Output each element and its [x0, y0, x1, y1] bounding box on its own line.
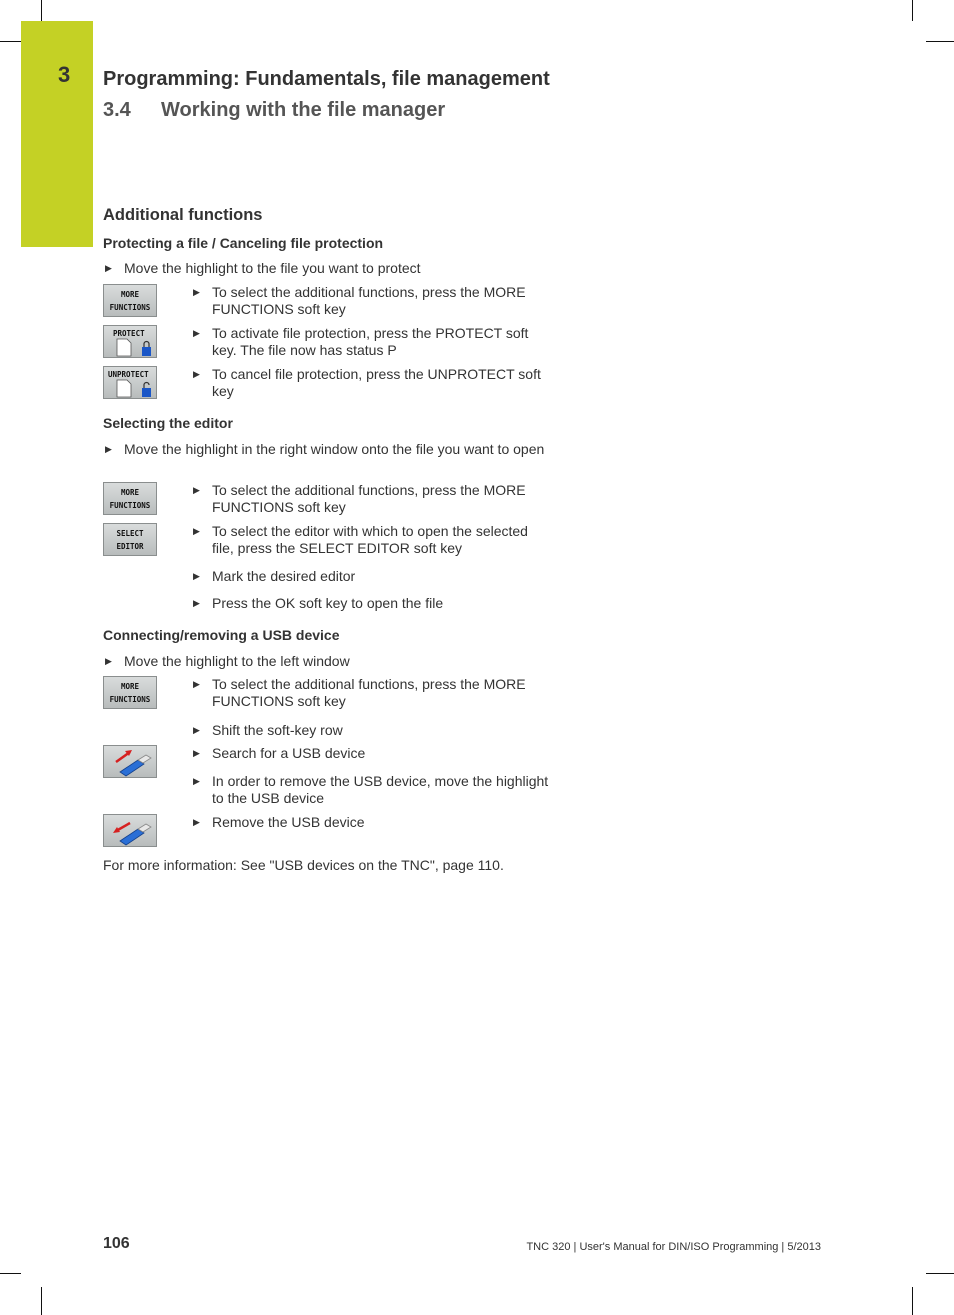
- softkey-label: UNPROTECT: [108, 370, 149, 379]
- crop-mark: [926, 1273, 954, 1274]
- step-text: To activate file protection, press the PROTECT soft key. The file now has status P: [212, 325, 529, 358]
- bullet-triangle-icon: ▶: [193, 328, 200, 338]
- usb-step: [193, 814, 552, 831]
- bullet-triangle-icon: ▶: [193, 776, 200, 786]
- softkey-label: MORE: [120, 488, 140, 497]
- chapter-tab: [21, 21, 93, 247]
- protect-step: [193, 325, 552, 359]
- crop-mark: [0, 41, 21, 42]
- chapter-title: Programming: Fundamentals, file management: [103, 68, 550, 90]
- softkey-label: FUNCTIONS: [109, 501, 151, 510]
- crop-mark: [41, 0, 42, 21]
- step-text: Shift the soft-key row: [212, 722, 343, 738]
- bullet-triangle-icon: ▶: [193, 369, 200, 379]
- softkey-label: SELECT: [116, 529, 144, 538]
- usb-step: [193, 773, 552, 807]
- crop-mark: [912, 0, 913, 21]
- section-heading: [103, 99, 445, 122]
- step-text: To cancel file protection, press the UNPROTECT soft key: [212, 366, 541, 399]
- protect-heading: Protecting a file / Canceling file protection: [103, 235, 384, 251]
- usb-step: [193, 676, 552, 710]
- step-text: Move the highlight in the right window onto the file you want to open: [124, 441, 545, 457]
- step-text: Press the OK soft key to open the file: [212, 595, 444, 611]
- protect-softkey[interactable]: [103, 325, 157, 358]
- step-text: In order to remove the USB device, move the highlight to the USB device: [212, 773, 549, 806]
- bullet-triangle-icon: ▶: [193, 748, 200, 758]
- step-text: To select the additional functions, press the MORE FUNCTIONS soft key: [212, 482, 526, 515]
- step-text: Move the highlight to the left window: [124, 653, 350, 669]
- bullet-triangle-icon: ▶: [193, 817, 200, 827]
- bullet-triangle-icon: ▶: [105, 263, 112, 273]
- usb-remove-icon: [104, 815, 158, 848]
- step-text: To select the additional functions, press the MORE FUNCTIONS soft key: [212, 676, 526, 709]
- softkey-label: FUNCTIONS: [109, 695, 151, 704]
- protect-step: [193, 284, 552, 318]
- bullet-triangle-icon: ▶: [193, 526, 200, 536]
- editor-intro-step: [105, 441, 554, 458]
- usb-remove-softkey[interactable]: [103, 814, 157, 847]
- select-editor-softkey[interactable]: [103, 523, 157, 556]
- bullet-triangle-icon: ▶: [193, 598, 200, 608]
- bullet-triangle-icon: ▶: [105, 656, 112, 666]
- bullet-triangle-icon: ▶: [193, 679, 200, 689]
- step-text: Mark the desired editor: [212, 568, 356, 584]
- softkey-label: EDITOR: [116, 542, 144, 551]
- usb-step: [193, 722, 552, 739]
- protect-step: [193, 366, 552, 400]
- editor-heading: Selecting the editor: [103, 415, 233, 431]
- crop-mark: [41, 1287, 42, 1315]
- editor-step: [193, 523, 552, 557]
- step-text: To select the editor with which to open the selected file, press the SELECT EDITOR soft key: [212, 523, 528, 556]
- protect-intro-step: [105, 260, 554, 277]
- footer-doc-info: TNC 320 | User's Manual for DIN/ISO Programming | 5/2013: [526, 1241, 821, 1253]
- usb-connect-icon: [104, 746, 158, 779]
- softkey-label: FUNCTIONS: [109, 303, 151, 312]
- step-text: Search for a USB device: [212, 745, 366, 761]
- crop-mark: [0, 1273, 21, 1274]
- subsection-title: Additional functions: [103, 206, 263, 224]
- step-text: Move the highlight to the file you want to protect: [124, 260, 421, 276]
- bullet-triangle-icon: ▶: [193, 287, 200, 297]
- more-functions-softkey[interactable]: [103, 284, 157, 317]
- page-number: 106: [103, 1235, 130, 1252]
- usb-step: [193, 745, 552, 762]
- bullet-triangle-icon: ▶: [193, 725, 200, 735]
- softkey-label: MORE: [120, 290, 140, 299]
- step-text: To select the additional functions, press the MORE FUNCTIONS soft key: [212, 284, 526, 317]
- editor-step: [193, 482, 552, 516]
- softkey-label: MORE: [120, 682, 140, 691]
- bullet-triangle-icon: ▶: [193, 571, 200, 581]
- crop-mark: [912, 1287, 913, 1315]
- more-functions-softkey[interactable]: [103, 676, 157, 709]
- bullet-triangle-icon: ▶: [105, 444, 112, 454]
- chapter-number: 3: [58, 62, 71, 87]
- editor-step: [193, 568, 552, 585]
- usb-intro-step: [105, 653, 554, 670]
- more-functions-softkey[interactable]: [103, 482, 157, 515]
- usb-heading: Connecting/removing a USB device: [103, 627, 340, 643]
- bullet-triangle-icon: ▶: [193, 485, 200, 495]
- section-number: 3.4: [103, 99, 131, 121]
- unprotect-lock-icon: [104, 367, 158, 400]
- usb-search-softkey[interactable]: [103, 745, 157, 778]
- crop-mark: [926, 41, 954, 42]
- protect-lock-icon: [104, 326, 158, 359]
- more-info-text: For more information: See "USB devices on the TNC", page 110.: [103, 857, 504, 873]
- unprotect-softkey[interactable]: [103, 366, 157, 399]
- editor-step: [193, 595, 552, 612]
- section-title: Working with the file manager: [161, 99, 446, 121]
- softkey-label: PROTECT: [113, 329, 145, 338]
- step-text: Remove the USB device: [212, 814, 365, 830]
